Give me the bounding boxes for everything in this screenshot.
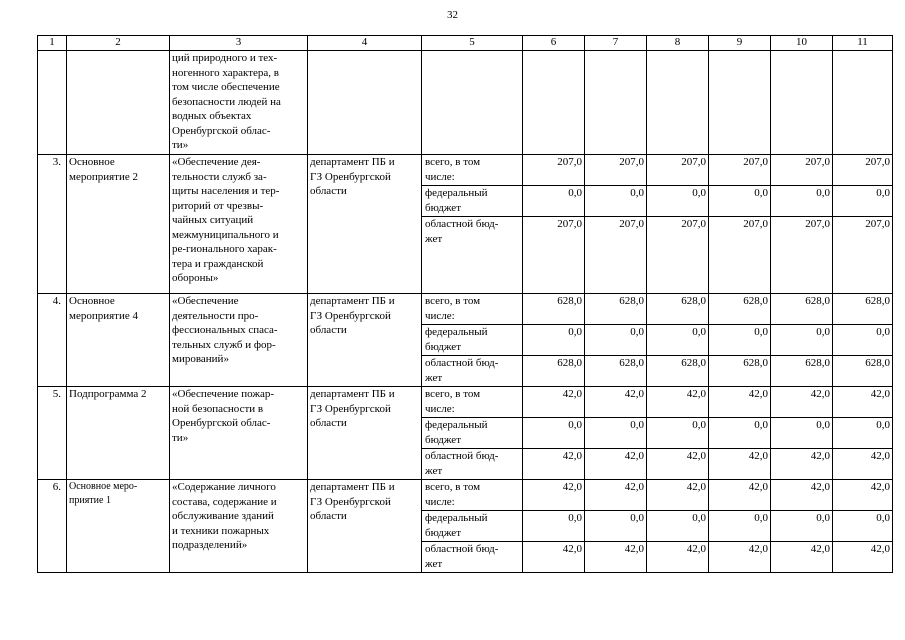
funding-value: 42,0 — [647, 542, 709, 573]
funding-value: 42,0 — [585, 480, 647, 511]
row-name: «Обеспечение деятельности про- фессиональных спаса- тельных служб и фор- мирований» — [170, 294, 308, 387]
column-header: 10 — [771, 36, 833, 51]
funding-value: 42,0 — [709, 449, 771, 480]
table-row — [38, 480, 893, 511]
column-header: 5 — [422, 36, 523, 51]
funding-value: 42,0 — [771, 480, 833, 511]
funding-value: 0,0 — [585, 325, 647, 356]
funding-value: 42,0 — [833, 480, 893, 511]
funding-value: 42,0 — [585, 542, 647, 573]
funding-value: 0,0 — [523, 186, 585, 217]
funding-value: 42,0 — [771, 542, 833, 573]
funding-value: 628,0 — [585, 294, 647, 325]
page-number: 32 — [447, 9, 458, 21]
funding-value: 207,0 — [585, 155, 647, 186]
funding-value: 207,0 — [771, 217, 833, 294]
funding-value: 207,0 — [833, 155, 893, 186]
funding-value: 628,0 — [647, 294, 709, 325]
funding-value: 0,0 — [833, 418, 893, 449]
continuation-name: ций природного и тех- ногенного характера, в том числе обеспечение безопасности людей на водных объектах Оренбургской облас- ти» — [170, 51, 308, 155]
funding-value: 42,0 — [585, 387, 647, 418]
funding-value: 628,0 — [523, 294, 585, 325]
funding-value: 42,0 — [771, 449, 833, 480]
funding-value: 0,0 — [833, 511, 893, 542]
funding-source: федеральный бюджет — [422, 186, 523, 217]
row-name: «Обеспечение дея- тельности служб за- щиты населения и тер- риторий от чрезвы- чайных ситуаций межмуниципального и ре-гионального харак- тера и гражданской обороны» — [170, 155, 308, 294]
funding-value: 0,0 — [523, 325, 585, 356]
funding-value: 0,0 — [585, 186, 647, 217]
funding-source: всего, в том числе: — [422, 294, 523, 325]
column-header: 6 — [523, 36, 585, 51]
funding-source: федеральный бюджет — [422, 418, 523, 449]
row-executor: департамент ПБ и ГЗ Оренбургской области — [308, 294, 422, 387]
funding-value: 0,0 — [647, 186, 709, 217]
funding-value: 0,0 — [585, 418, 647, 449]
column-header: 4 — [308, 36, 422, 51]
funding-value: 42,0 — [771, 387, 833, 418]
funding-value: 207,0 — [709, 155, 771, 186]
row-status: Основное мероприятие 4 — [67, 294, 170, 387]
funding-value: 42,0 — [523, 449, 585, 480]
table-row — [38, 387, 893, 418]
funding-value: 42,0 — [833, 542, 893, 573]
funding-value: 207,0 — [523, 217, 585, 294]
column-header: 9 — [709, 36, 771, 51]
funding-value: 628,0 — [771, 294, 833, 325]
continuation-row — [38, 51, 893, 155]
column-number-header — [38, 36, 893, 51]
funding-value: 207,0 — [585, 217, 647, 294]
funding-value: 0,0 — [585, 511, 647, 542]
funding-value: 0,0 — [647, 511, 709, 542]
funding-value: 42,0 — [585, 449, 647, 480]
funding-value: 207,0 — [523, 155, 585, 186]
column-header: 8 — [647, 36, 709, 51]
column-header: 11 — [833, 36, 893, 51]
row-name: «Обеспечение пожар- ной безопасности в Оренбургской облас- ти» — [170, 387, 308, 480]
funding-value: 207,0 — [771, 155, 833, 186]
funding-value: 0,0 — [709, 511, 771, 542]
funding-value: 0,0 — [771, 325, 833, 356]
row-status: Основное меро- приятие 1 — [67, 480, 170, 573]
funding-value: 0,0 — [771, 186, 833, 217]
column-header: 7 — [585, 36, 647, 51]
funding-value: 207,0 — [833, 217, 893, 294]
funding-value: 628,0 — [709, 294, 771, 325]
funding-value: 628,0 — [833, 294, 893, 325]
funding-value: 42,0 — [647, 387, 709, 418]
funding-source: областной бюд- жет — [422, 542, 523, 573]
funding-value: 0,0 — [833, 186, 893, 217]
funding-source: всего, в том числе: — [422, 155, 523, 186]
funding-source: всего, в том числе: — [422, 480, 523, 511]
row-index: 3. — [38, 155, 67, 294]
funding-value: 628,0 — [523, 356, 585, 387]
funding-value: 42,0 — [709, 480, 771, 511]
funding-value: 0,0 — [523, 418, 585, 449]
funding-value: 42,0 — [523, 387, 585, 418]
row-executor: департамент ПБ и ГЗ Оренбургской области — [308, 387, 422, 480]
funding-source: областной бюд- жет — [422, 356, 523, 387]
funding-value: 0,0 — [709, 418, 771, 449]
table-row — [38, 294, 893, 325]
funding-value: 0,0 — [647, 325, 709, 356]
funding-value: 207,0 — [647, 155, 709, 186]
funding-value: 42,0 — [709, 542, 771, 573]
funding-value: 207,0 — [709, 217, 771, 294]
funding-value: 0,0 — [709, 186, 771, 217]
funding-value: 42,0 — [833, 449, 893, 480]
row-executor: департамент ПБ и ГЗ Оренбургской области — [308, 480, 422, 573]
funding-value: 42,0 — [647, 480, 709, 511]
row-index: 4. — [38, 294, 67, 387]
row-executor: департамент ПБ и ГЗ Оренбургской области — [308, 155, 422, 294]
funding-value: 628,0 — [647, 356, 709, 387]
funding-value: 42,0 — [833, 387, 893, 418]
funding-value: 42,0 — [647, 449, 709, 480]
row-status: Основное мероприятие 2 — [67, 155, 170, 294]
program-funding-table — [37, 35, 893, 573]
funding-value: 0,0 — [647, 418, 709, 449]
row-index: 6. — [38, 480, 67, 573]
funding-source: федеральный бюджет — [422, 325, 523, 356]
funding-source: федеральный бюджет — [422, 511, 523, 542]
funding-value: 42,0 — [523, 542, 585, 573]
funding-value: 42,0 — [523, 480, 585, 511]
row-status: Подпрограмма 2 — [67, 387, 170, 480]
funding-value: 0,0 — [771, 511, 833, 542]
funding-source: областной бюд- жет — [422, 217, 523, 294]
funding-value: 628,0 — [833, 356, 893, 387]
row-index: 5. — [38, 387, 67, 480]
funding-value: 0,0 — [833, 325, 893, 356]
column-header: 2 — [67, 36, 170, 51]
funding-value: 628,0 — [709, 356, 771, 387]
column-header: 3 — [170, 36, 308, 51]
funding-value: 0,0 — [709, 325, 771, 356]
funding-source: всего, в том числе: — [422, 387, 523, 418]
table-row — [38, 155, 893, 186]
column-header: 1 — [38, 36, 67, 51]
funding-value: 0,0 — [771, 418, 833, 449]
funding-value: 0,0 — [523, 511, 585, 542]
funding-value: 628,0 — [771, 356, 833, 387]
funding-value: 42,0 — [709, 387, 771, 418]
funding-source: областной бюд- жет — [422, 449, 523, 480]
funding-value: 628,0 — [585, 356, 647, 387]
funding-value: 207,0 — [647, 217, 709, 294]
row-name: «Содержание личного состава, содержание и обслуживание зданий и техники пожарных подразделений» — [170, 480, 308, 573]
